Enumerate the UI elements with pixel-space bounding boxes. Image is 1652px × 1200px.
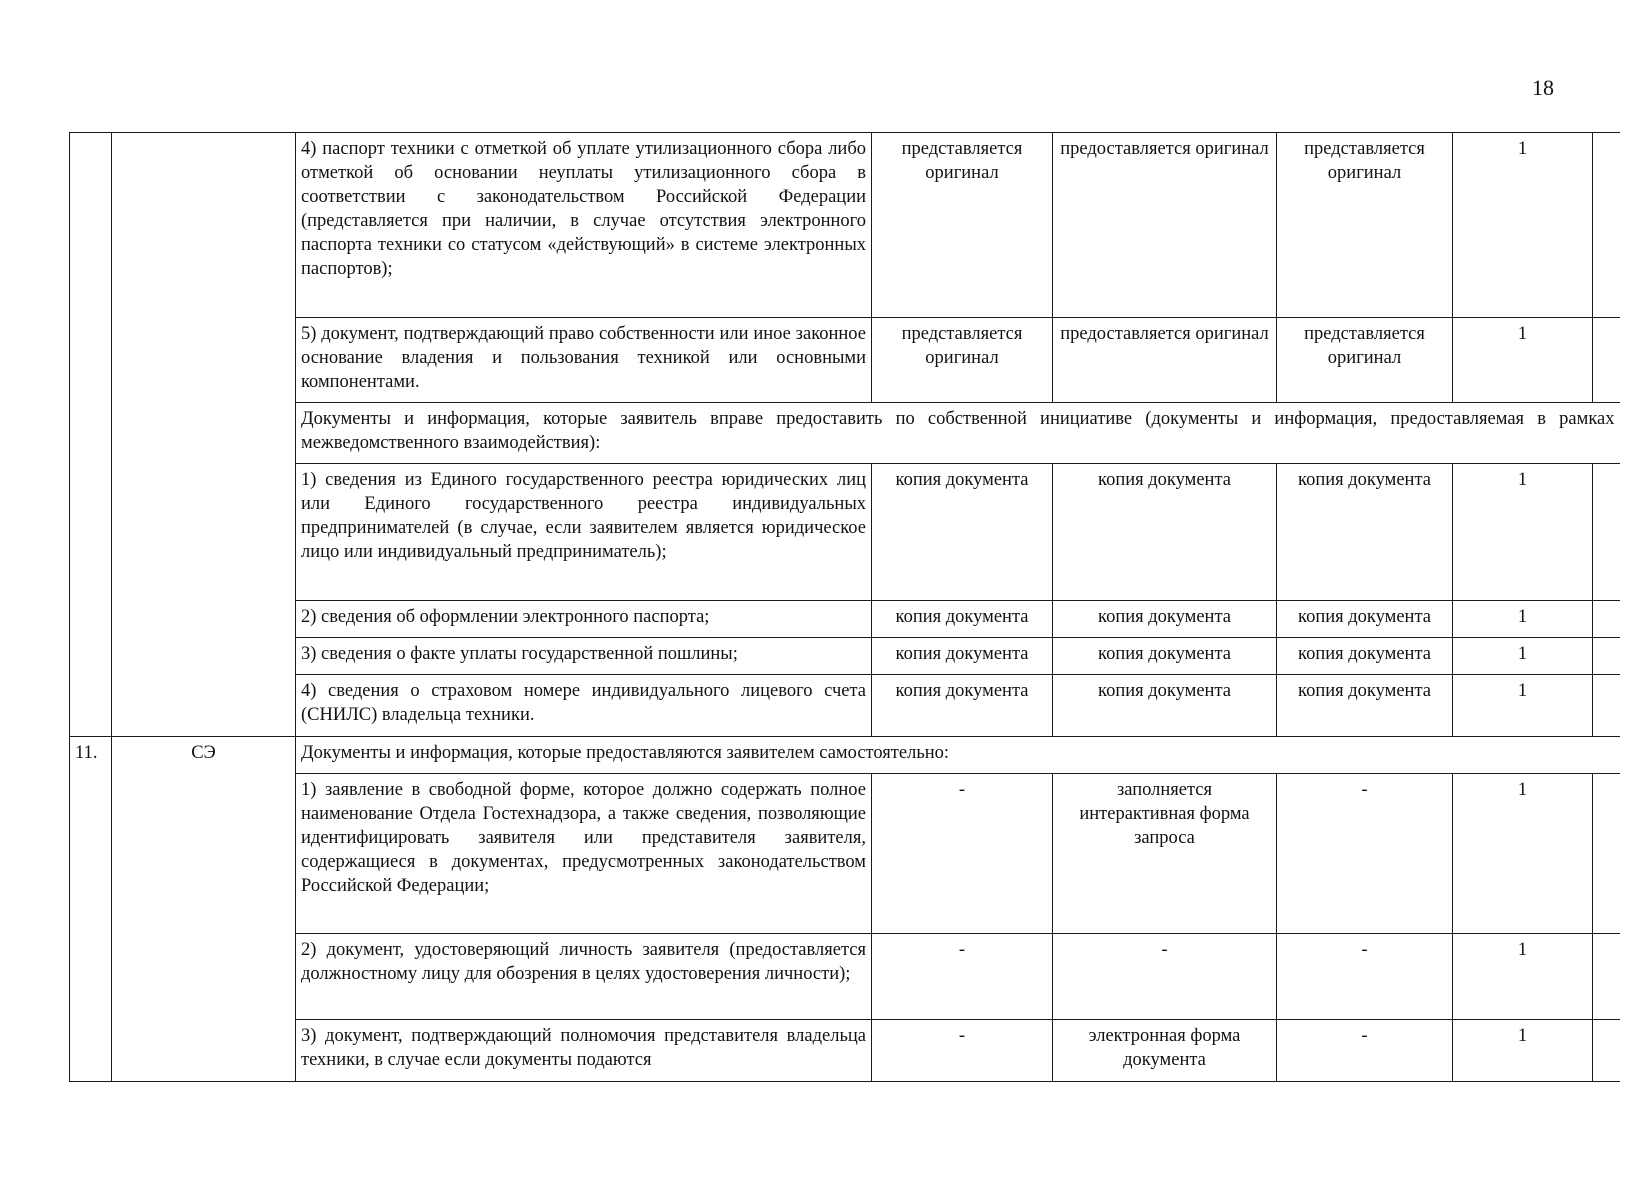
- quantity-cell: 1: [1453, 774, 1593, 934]
- column-c-cell: представляется оригинал: [1277, 133, 1453, 318]
- column-a-cell: -: [872, 1020, 1053, 1082]
- table-row: [70, 318, 1620, 403]
- table-row: [70, 638, 1620, 675]
- extra-cell: [1593, 133, 1620, 318]
- documents-table: [69, 132, 1620, 1082]
- row-code-cell: [112, 133, 296, 737]
- column-a-cell: копия документа: [872, 601, 1053, 638]
- page-number: 18: [1532, 75, 1554, 100]
- requirement-cell: 1) сведения из Единого государственного реестра юридических лиц или Единого государственного реестра индивидуальных предпринимателей (в случае, если заявителем является юридическое лицо или индивидуальный предприниматель);: [296, 464, 872, 601]
- column-c-cell: копия документа: [1277, 464, 1453, 601]
- quantity-cell: 1: [1453, 133, 1593, 318]
- column-b-cell: -: [1053, 934, 1277, 1020]
- requirement-cell: 4) паспорт техники с отметкой об уплате утилизационного сбора либо отметкой об основании неуплаты утилизационного сбора в соответствии с законодательством Российской Федерации (представляется при наличии, в случае отсутствия электронного паспорта техники со статусом «действующий» в системе электронных паспортов);: [296, 133, 872, 318]
- extra-cell: [1593, 774, 1620, 934]
- column-b-cell: предоставляется оригинал: [1053, 133, 1277, 318]
- column-c-cell: копия документа: [1277, 675, 1453, 737]
- column-b-cell: заполняется интерактивная форма запроса: [1053, 774, 1277, 934]
- quantity-cell: 1: [1453, 318, 1593, 403]
- requirement-cell: 2) документ, удостоверяющий личность заявителя (предоставляется должностному лицу для обозрения в целях удостоверения личности);: [296, 934, 872, 1020]
- column-c-cell: копия документа: [1277, 601, 1453, 638]
- column-c-cell: представляется оригинал: [1277, 318, 1453, 403]
- extra-cell: [1593, 601, 1620, 638]
- extra-cell: [1593, 318, 1620, 403]
- section-header: Документы и информация, которые предоставляются заявителем самостоятельно:: [296, 737, 1620, 774]
- column-a-cell: -: [872, 934, 1053, 1020]
- column-a-cell: -: [872, 774, 1053, 934]
- column-c-cell: -: [1277, 1020, 1453, 1082]
- column-c-cell: копия документа: [1277, 638, 1453, 675]
- row-code-cell: СЭ: [112, 737, 296, 1082]
- extra-cell: [1593, 675, 1620, 737]
- quantity-cell: 1: [1453, 601, 1593, 638]
- section-header-row: [70, 737, 1620, 774]
- column-b-cell: предоставляется оригинал: [1053, 318, 1277, 403]
- requirement-cell: 3) сведения о факте уплаты государственной пошлины;: [296, 638, 872, 675]
- column-b-cell: электронная форма документа: [1053, 1020, 1277, 1082]
- quantity-cell: 1: [1453, 934, 1593, 1020]
- table-row: [70, 675, 1620, 737]
- table-row: [70, 1020, 1620, 1082]
- column-b-cell: копия документа: [1053, 638, 1277, 675]
- section-header-row: [70, 403, 1620, 464]
- extra-cell: [1593, 464, 1620, 601]
- row-number-cell: [70, 133, 112, 737]
- column-a-cell: представляется оригинал: [872, 133, 1053, 318]
- row-number-cell: 11.: [70, 737, 112, 1082]
- column-b-cell: копия документа: [1053, 675, 1277, 737]
- column-c-cell: -: [1277, 934, 1453, 1020]
- column-a-cell: копия документа: [872, 638, 1053, 675]
- requirement-cell: 2) сведения об оформлении электронного паспорта;: [296, 601, 872, 638]
- table-row: [70, 774, 1620, 934]
- table-row: [70, 133, 1620, 318]
- table-row: [70, 601, 1620, 638]
- quantity-cell: 1: [1453, 638, 1593, 675]
- requirement-cell: 4) сведения о страховом номере индивидуального лицевого счета (СНИЛС) владельца техники.: [296, 675, 872, 737]
- requirement-cell: 3) документ, подтверждающий полномочия представителя владельца техники, в случае если документы подаются: [296, 1020, 872, 1082]
- extra-cell: [1593, 1020, 1620, 1082]
- section-header: Документы и информация, которые заявитель вправе предоставить по собственной инициативе (документы и информация, предоставляемая в рамках межведомственного взаимодействия):: [296, 403, 1620, 464]
- column-c-cell: -: [1277, 774, 1453, 934]
- table-row: [70, 464, 1620, 601]
- requirement-cell: 1) заявление в свободной форме, которое должно содержать полное наименование Отдела Гостехнадзора, а также сведения, позволяющие идентифицировать заявителя или представителя заявителя, содержащиеся в документах, предусмотренных законодательством Российской Федерации;: [296, 774, 872, 934]
- quantity-cell: 1: [1453, 1020, 1593, 1082]
- column-b-cell: копия документа: [1053, 464, 1277, 601]
- quantity-cell: 1: [1453, 464, 1593, 601]
- extra-cell: [1593, 934, 1620, 1020]
- column-a-cell: представляется оригинал: [872, 318, 1053, 403]
- quantity-cell: 1: [1453, 675, 1593, 737]
- table-row: [70, 934, 1620, 1020]
- extra-cell: [1593, 638, 1620, 675]
- column-a-cell: копия документа: [872, 464, 1053, 601]
- column-a-cell: копия документа: [872, 675, 1053, 737]
- column-b-cell: копия документа: [1053, 601, 1277, 638]
- requirement-cell: 5) документ, подтверждающий право собственности или иное законное основание владения и пользования техникой или основными компонентами.: [296, 318, 872, 403]
